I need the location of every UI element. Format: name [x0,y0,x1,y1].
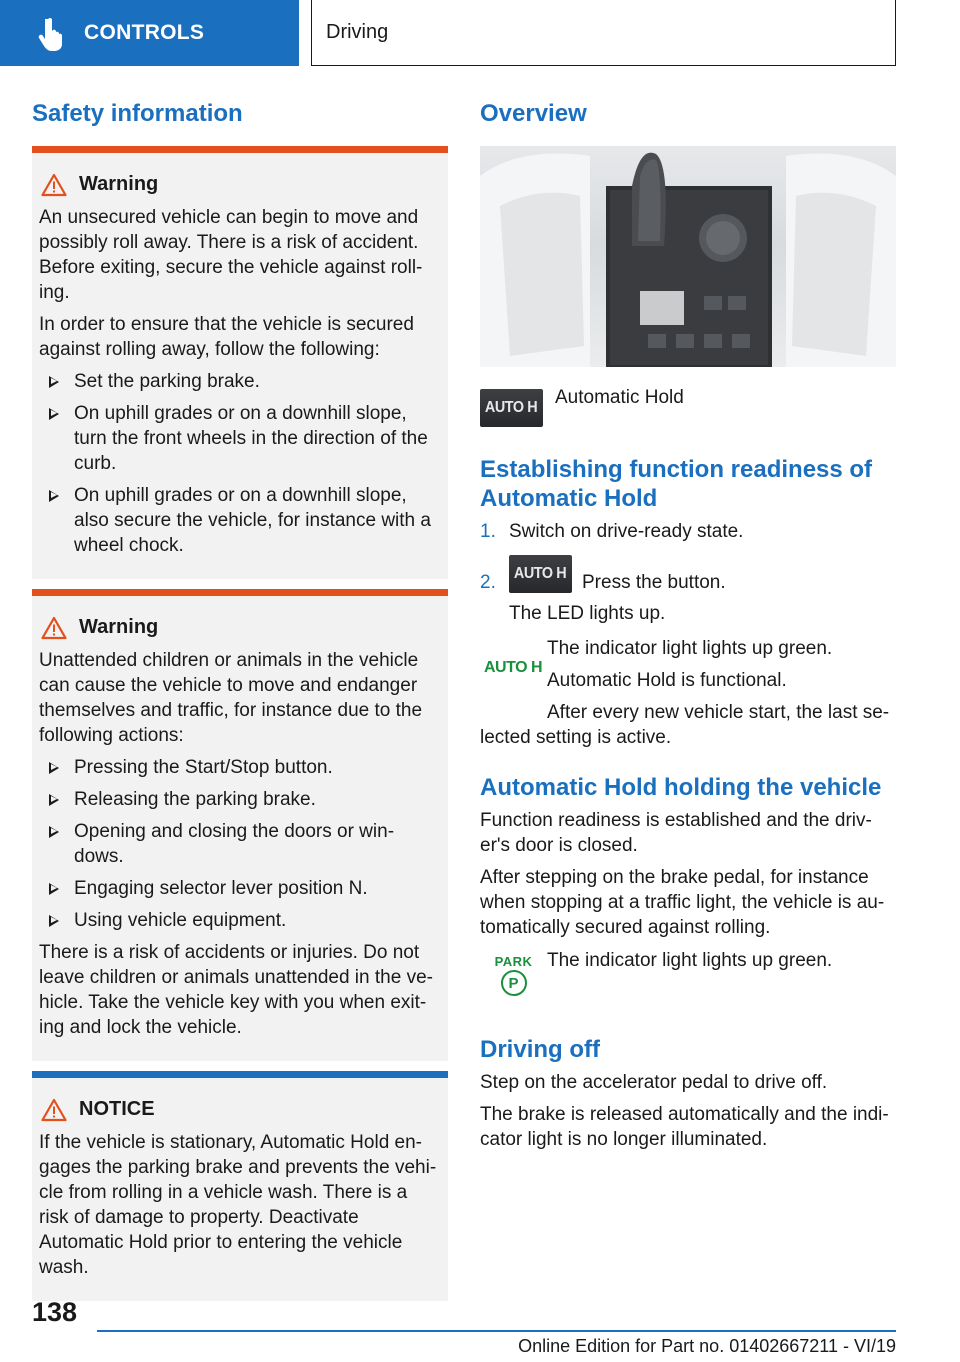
list-item: 1. Switch on drive-ready state. [480,521,744,543]
triangle-bullet-icon [49,794,59,806]
list-item: Using vehicle equipment. [39,908,441,933]
auto-h-button-image: AUTO H [509,555,572,593]
holding-paragraph: After stepping on the brake pedal, for instance when stopping at a traffic light, the vehicle is au-tomatically secured against rolling. [480,867,885,939]
list-item: On uphill grades or on a downhill slope, also secure the vehicle, for instance with a wheel chock. [39,483,441,558]
list-item: Releasing the parking brake. [39,787,441,812]
triangle-bullet-icon [49,826,59,838]
warning-list [39,369,441,558]
auto-h-caption-row [480,386,896,427]
park-indicator-row [480,948,896,996]
center-console-photo [480,146,896,367]
holding-paragraph: Function readiness is established and the driv-er's door is closed. [480,810,872,857]
holding-heading: Automatic Hold holding the vehicle [480,774,882,802]
driving-off-paragraph: Step on the accelerator pedal to drive off. [480,1071,828,1093]
park-indicator-icon: PARK P [480,948,547,996]
safety-heading: Safety information [32,100,243,127]
park-text: The indicator light lights up green. [547,950,833,972]
readiness-heading: Establishing function readiness of Automatic Hold [480,455,873,512]
warning-box-2 [32,589,448,1061]
driving-off-heading: Driving off [480,1036,600,1064]
warning-paragraph: Unattended children or animals in the vehicle can cause the vehicle to move and endanger themselves and traffic, for instance due to the following actions: [39,649,423,746]
left-column [32,100,448,1301]
notice-title [39,1098,441,1122]
warning-paragraph: There is a risk of accidents or injuries. Do not leave children or animals unattended in the ve-hicle. Take the vehicle key with you when exit-ing and lock the vehicle. [39,941,433,1038]
indicator-row [480,636,896,700]
park-p-circle: P [501,970,527,996]
warning-box-1 [32,146,448,579]
warning-title [39,616,441,640]
footer-divider [97,1330,896,1332]
list-item: 2. AUTO H Press the button. [480,552,896,595]
led-text: The LED lights up. [509,603,666,625]
chapter-tab [311,0,896,66]
warning-paragraph: An unsecured vehicle can begin to move and possibly roll away. There is a risk of accident. Before exiting, secure the vehicle against roll-ing. [39,206,423,303]
triangle-bullet-icon [49,490,59,502]
indicator-text: Automatic Hold is functional. [547,670,787,692]
triangle-bullet-icon [49,762,59,774]
section-tab-controls [0,0,299,66]
warning-title-text: Warning [79,173,159,196]
auto-h-indicator-icon: AUTO H [484,659,543,677]
triangle-bullet-icon [49,376,59,388]
triangle-bullet-icon [49,915,59,927]
center-console-illustration [480,146,896,367]
list-item: Set the parking brake. [39,369,441,394]
auto-h-caption: Automatic Hold [555,386,684,408]
overview-heading: Overview [480,100,587,127]
readiness-steps [480,519,896,595]
warning-triangle-icon [41,173,67,197]
warning-list [39,755,441,933]
indicator-note: After every new vehicle start, the last se-lected setting is active. [480,702,890,749]
indicator-text: The indicator light lights up green. [547,638,833,660]
triangle-bullet-icon [49,408,59,420]
section-label: CONTROLS [84,21,205,44]
warning-title [39,173,441,197]
edition-text: Online Edition for Part no. 01402667211 - VI/19 [518,1336,896,1356]
list-item: Opening and closing the doors or win-dows. [39,819,441,869]
warning-title-text: Warning [79,616,159,639]
page-number: 138 [32,1297,78,1327]
notice-paragraph: If the vehicle is stationary, Automatic Hold en-gages the parking brake and prevents the vehi-cle from rolling in a vehicle wash. There is a risk of damage to property. Deactivate Automatic Hold prior to entering the vehicle wash. [39,1131,437,1278]
notice-triangle-icon [41,1098,67,1122]
pointing-hand-icon [32,13,72,53]
auto-h-button-image: AUTO H [480,389,543,427]
notice-title-text: NOTICE [79,1098,155,1121]
warning-paragraph: In order to ensure that the vehicle is secured against rolling away, follow the following: [39,313,414,360]
notice-box [32,1071,448,1301]
list-item: Pressing the Start/Stop button. [39,755,441,780]
page-header [0,0,960,66]
driving-off-paragraph: The brake is released automatically and the indi-cator light is no longer illuminated. [480,1103,889,1150]
right-column [480,100,896,1159]
list-item: On uphill grades or on a downhill slope, turn the front wheels in the direction of the curb. [39,401,441,476]
triangle-bullet-icon [49,883,59,895]
chapter-label: Driving [326,21,389,43]
warning-triangle-icon [41,616,67,640]
list-item: Engaging selector lever position N. [39,876,441,901]
